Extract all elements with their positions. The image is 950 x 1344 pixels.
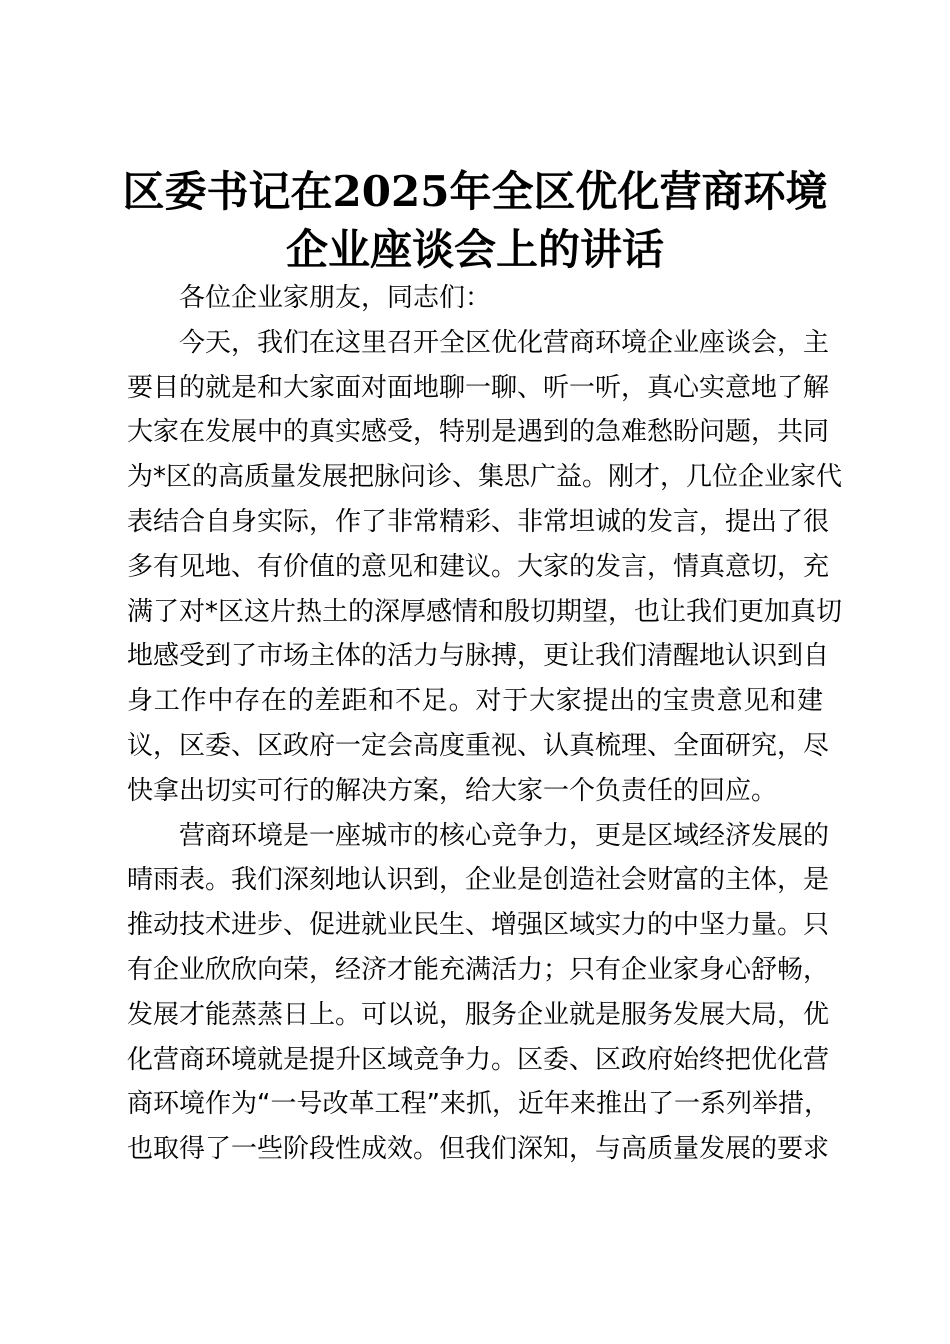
body-line: 身工作中存在的差距和不足。对于大家提出的宝贵意见和建 xyxy=(127,686,823,717)
body-line: 化营商环境就是提升区域竞争力。区委、区政府始终把优化营 xyxy=(127,1044,830,1075)
body-line: 发展才能蒸蒸日上。可以说，服务企业就是服务发展大局，优 xyxy=(127,999,830,1030)
body-line: 表结合自身实际，作了非常精彩、非常坦诚的发言，提出了很 xyxy=(127,506,830,537)
body-line: 为*区的高质量发展把脉问诊、集思广益。刚才，几位企业家代 xyxy=(127,462,843,493)
body-line: 晴雨表。我们深刻地认识到，企业是创造社会财富的主体，是 xyxy=(127,865,830,896)
body-line: 今天，我们在这里召开全区优化营商环境企业座谈会，主 xyxy=(179,327,830,358)
body-line: 快拿出切实可行的解决方案，给大家一个负责任的回应。 xyxy=(127,775,778,806)
title-line-1: 区委书记在2025年全区优化营商环境 xyxy=(122,167,828,216)
body-line: 也取得了一些阶段性成效。但我们深知，与高质量发展的要求 xyxy=(127,1134,830,1165)
document-title xyxy=(100,163,850,279)
document-body xyxy=(127,276,843,1172)
body-line: 要目的就是和大家面对面地聊一聊、听一听，真心实意地了解 xyxy=(127,372,830,403)
title-line-2: 企业座谈会上的讲话 xyxy=(285,225,664,274)
body-line: 有企业欣欣向荣，经济才能充满活力；只有企业家身心舒畅， xyxy=(127,954,830,985)
body-line: 满了对*区这片热土的深厚感情和殷切期望，也让我们更加真切 xyxy=(127,596,843,627)
body-line: 大家在发展中的真实感受，特别是遇到的急难愁盼问题，共同 xyxy=(127,417,830,448)
body-line: 多有见地、有价值的意见和建议。大家的发言，情真意切，充 xyxy=(127,551,830,582)
salutation-line: 各位企业家朋友，同志们： xyxy=(179,283,492,313)
body-line: 议，区委、区政府一定会高度重视、认真梳理、全面研究，尽 xyxy=(127,730,830,761)
body-line: 地感受到了市场主体的活力与脉搏，更让我们清醒地认识到自 xyxy=(127,641,830,672)
body-line: 营商环境是一座城市的核心竞争力，更是区域经济发展的 xyxy=(179,820,830,851)
body-line: 商环境作为“一号改革工程”来抓，近年来推出了一系列举措， xyxy=(127,1089,830,1120)
body-line: 推动技术进步、促进就业民生、增强区域实力的中坚力量。只 xyxy=(127,910,830,941)
